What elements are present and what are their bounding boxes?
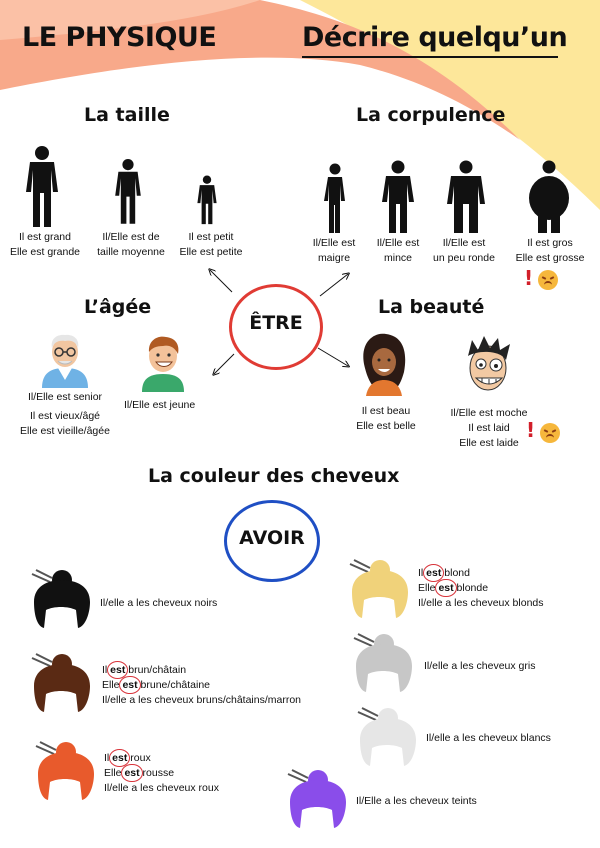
angry-face-icon: [538, 270, 558, 290]
etre-label: ÊTRE: [249, 312, 303, 334]
senior-man-icon: [36, 332, 94, 388]
thin-person-icon: [322, 163, 348, 233]
ugly-man-icon: [460, 334, 516, 394]
heading-beaute: La beauté: [378, 296, 485, 318]
heading-corpulence: La corpulence: [356, 104, 506, 126]
heading-cheveux: La couleur des cheveux: [148, 465, 400, 487]
beautiful-woman-icon: [356, 332, 412, 396]
caption-blancs: Il/elle a les cheveux blancs: [426, 732, 551, 744]
caption-noirs: Il/elle a les cheveux noirs: [100, 597, 218, 609]
blond-hair-icon: [346, 556, 412, 620]
caption-petit: Il est petit Elle est petite: [179, 231, 243, 258]
dyed-hair-icon: [284, 766, 350, 830]
exclamation-icon: !: [524, 266, 534, 290]
caption-beau: Il est beau Elle est belle: [356, 405, 416, 432]
page-subtitle: Décrire quelqu’un: [302, 22, 568, 53]
angry-face-icon: [540, 423, 560, 443]
caption-ronde: Il/Elle est un peu ronde: [433, 237, 495, 264]
caption-moyen: Il/Elle est de taille moyenne: [97, 231, 165, 258]
red-hair-icon: [32, 738, 98, 802]
tall-person-icon: [22, 145, 62, 227]
slim-person-icon: [381, 160, 415, 233]
brown-hair-icon: [28, 650, 94, 714]
page-title: LE PHYSIQUE: [22, 22, 217, 53]
caption-mince: Il/Elle est mince: [376, 237, 420, 264]
caption-gris: Il/elle a les cheveux gris: [424, 660, 536, 672]
young-man-icon: [138, 334, 188, 392]
caption-maigre: Il/Elle est maigre: [312, 237, 356, 264]
caption-teints: Il/Elle a les cheveux teints: [356, 795, 477, 807]
black-hair-icon: [28, 566, 94, 630]
round-person-icon: [447, 160, 485, 233]
caption-senior: Il/Elle est senior Il est vieux/âgé Elle est vieille/âgée: [20, 391, 110, 437]
caption-grand: Il est grand Elle est grande: [9, 231, 81, 258]
grey-hair-icon: [350, 630, 416, 694]
caption-blond: Il est blond Elle est blonde Il/elle a les cheveux blonds: [418, 567, 544, 609]
avoir-label: AVOIR: [239, 527, 305, 549]
subtitle-underline: [302, 56, 558, 58]
exclamation-icon: !: [526, 418, 536, 442]
caption-roux: Il est roux Elle est rousse Il/elle a les cheveux roux: [104, 752, 219, 794]
caption-moche: Il/Elle est moche Il est laid Elle est laide: [450, 407, 528, 449]
heading-age: L’âgée: [84, 296, 152, 318]
caption-gros: Il est gros Elle est grosse: [515, 237, 585, 264]
short-person-icon: [195, 173, 219, 226]
white-hair-icon: [354, 704, 420, 768]
large-person-icon: [526, 160, 572, 233]
caption-brun: Il est brun/châtain Elle est brune/châtaine Il/elle a les cheveux bruns/châtains/marron: [102, 664, 302, 706]
medium-person-icon: [112, 156, 144, 226]
heading-taille: La taille: [84, 104, 170, 126]
caption-jeune: Il/Elle est jeune: [124, 399, 196, 411]
